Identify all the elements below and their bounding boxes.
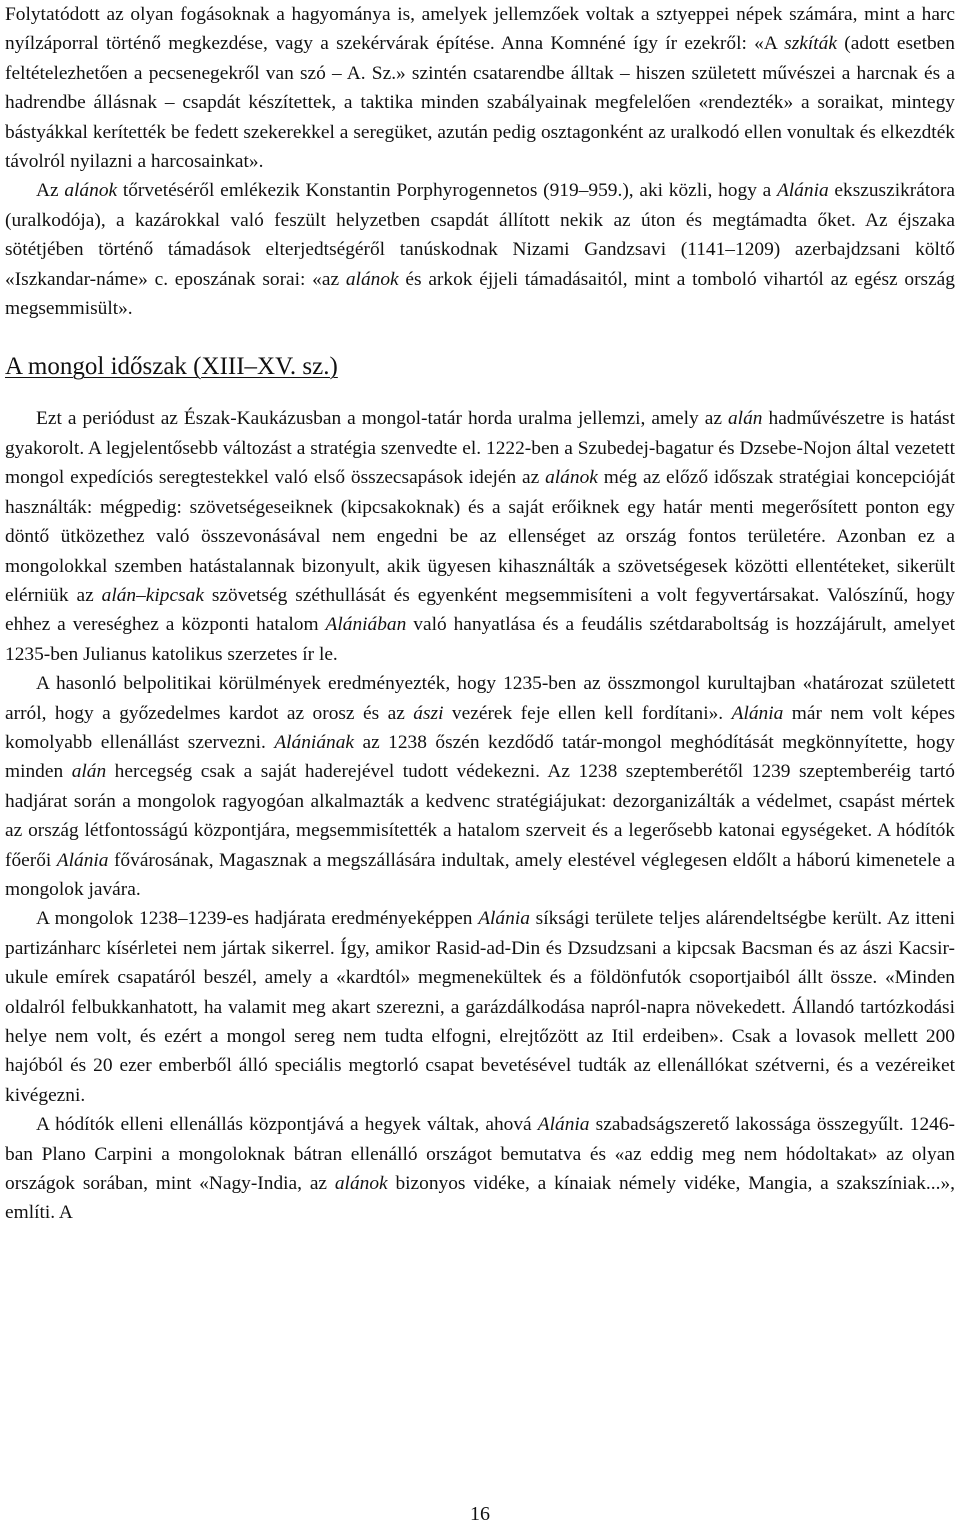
paragraph xyxy=(5,404,955,669)
text-run: vezérek feje ellen kell fordítani». xyxy=(443,702,732,724)
italic-term: ászi xyxy=(413,702,444,724)
text-run: hercegség csak a saját haderejével tudott védekezni. Az 1238 szeptemberétől 1239 szeptemberéig tartó hadjárat során a mongolok ragyogóan alkalmazták a kedvenc stratégiájukat: dezorganizálták a védelmet, csapást mértek az ország létfontosságú központjára, megsemmisítették a hatalom szerveit és a legerősebb katonai egységeket. A hódítók főerői xyxy=(5,761,955,871)
text-run: Folytatódott az olyan fogásoknak a hagyománya is, amelyek jellemzőek voltak a sztyeppei népek számára, mint a harc nyílzáporral történő megkezdése, vagy a szekérvárak építése. Anna Komnéné így ír ezekről: «A xyxy=(5,4,955,55)
text-run: fővárosának, Magasznak a megszállására indultak, amely elestével véglegesen eldőlt a háború kimenetele a mongolok javára. xyxy=(5,849,955,900)
text-run: (adott esetben feltételezhetően a pecsenegekről van szó – A. Sz.» szintén csatarendbe álltak – hiszen született művészei a harcnak és a hadrendbe állásnak – csapdát készítettek, a taktika minden szabályainak megfelelően «rendezték» a soraikat, mintegy bástyákkal kerítették be fedett szekerekkel a seregüket, azután pedig osztagonként az uralkodó ellen vonultak és elkezdték távolról nyilazni a harcosainkat». xyxy=(5,33,955,173)
text-run: síksági területe teljes alárendeltségbe került. Az itteni partizánharc kísérletei nem jártak sikerrel. Így, amikor Rasid-ad-Din és Dzsudzsani a kipcsak Bacsman és az ászi Kacsir-ukule emírek csapatáról beszél, amely a «kardtól» megmenekültek és a földönfutók csoportjaiból állt össze. «Minden oldalról felbukkanhatott, ha valamit meg akart szerezni, a garázdálkodása napról-napra növekedett. Állandó tartózkodási helye nem volt, és ezért a mongol sereg nem tudta elfogni, elrejtőzött az Itil erdeiben». Csak a lovasok mellett 200 hajóból és 20 ezer emberből álló speciális megtorló csapat bevetésével tudták az ellenállókat szétverni, és a vezéreiket kivégezni. xyxy=(5,908,956,1106)
text-run: Az xyxy=(36,180,65,202)
paragraph xyxy=(5,669,955,904)
paragraph xyxy=(5,0,955,176)
italic-term: Alánia xyxy=(731,702,784,724)
italic-term: szkíták xyxy=(784,33,837,55)
italic-term: Alánia xyxy=(56,849,109,871)
italic-term: alánok xyxy=(64,180,118,202)
italic-term: alán–kipcsak xyxy=(101,584,204,606)
paragraph xyxy=(5,904,955,1110)
italic-term: alán xyxy=(71,761,107,783)
text-run: bizonyos vidéke, a kínaiak némely vidéke, Mangia, a szakszíniak...», említi. A xyxy=(5,1173,955,1224)
text-run: A mongolok 1238–1239-es hadjárata eredményeképpen xyxy=(36,908,479,930)
text-run: A hódítók elleni ellenállás központjává a hegyek váltak, ahová xyxy=(36,1114,538,1136)
page-number: 16 xyxy=(470,1503,490,1525)
italic-term: alán xyxy=(727,408,763,430)
paragraph xyxy=(5,176,955,323)
text-run: az 1238 őszén kezdődő tatár-mongol meghódítását megkönnyítette, hogy minden xyxy=(5,731,955,783)
italic-term: Alániában xyxy=(325,614,407,636)
text-run: már nem volt képes komolyabb ellenállást szervezni. xyxy=(5,702,955,753)
text-run: A hasonló belpolitikai körülmények eredményezték, hogy 1235-ben az összmongol kurultajban «határozat született arról, hogy a győzedelmes kardot az orosz és az xyxy=(5,673,955,724)
italic-term: Alánia xyxy=(776,180,829,202)
document-page xyxy=(5,0,955,1228)
text-run: tőrvetéséről emlékezik Konstantin Porphyrogennetos (919–959.), aki közli, hogy a xyxy=(117,180,777,202)
text-run: még az előző időszak stratégiai koncepcióját használták: mégpedig: szövetségeseiknek (kipcsakoknak) és a saját erőiknek egy határ menti megerősített ponton egy döntő ütközethez való összevonásával nem engedni be az ellenséget az ország fontos területére. Azonban ez a mongolokkal szemben hatástalannak bizonyult, akik ügyesen kihasználták a szövetségesek közötti ellentéteket, sikerült elérniük az xyxy=(5,467,955,606)
text-run: és arkok éjjeli támadásaitól, mint a tomboló vihartól az egész ország megsemmisült». xyxy=(5,268,955,320)
italic-term: Alániának xyxy=(274,731,355,753)
section-heading: A mongol időszak (XIII–XV. sz.) xyxy=(5,353,338,381)
text-run: szövetség széthullását és egyenként megsemmisíteni a volt fegyvertársakat. Valószínű, hogy ehhez a vereséghez a központi hatalom xyxy=(5,584,955,636)
text-run: ekszuszikrátora (uralkodója), a kazárokkal való feszült helyzetben csapdát állított nekik az úton és megtámadta őket. Az éjszaka sötétjében történő támadások elterjedtségéről tanúskodnak Nizami Gandzsavi (1141–1209) azerbajdzsani költő «Iszkandar-náme» c. eposzának sorai: «az xyxy=(5,180,955,290)
italic-term: alánok xyxy=(345,268,399,290)
text-run: Ezt a periódust az Észak-Kaukázusban a mongol-tatár horda uralma jellemzi, amely az xyxy=(36,408,728,430)
text-run: szabadságszerető lakossága összegyűlt. 1246-ban Plano Carpini a mongoloknak bátran ellenálló országot bemutatva és «az eddig meg nem hódoltakat» az olyan országok sorában, mint «Nagy-India, az xyxy=(5,1114,955,1195)
section-intro xyxy=(5,0,955,323)
italic-term: alánok xyxy=(545,467,598,489)
italic-term: alánok xyxy=(334,1173,388,1195)
section-mongol-period xyxy=(5,404,955,1227)
paragraph xyxy=(5,1110,955,1228)
text-run: való hanyatlása és a feudális szétdaraboltság is hozzájárult, amelyet 1235-ben Julianus katolikus szerzetes ír le. xyxy=(5,614,955,665)
italic-term: Alánia xyxy=(537,1114,590,1136)
text-run: hadművészetre is hatást gyakorolt. A legjelentősebb változást a stratégia szenvedte el. 1222-ben a Szubedej-bagatur és Dzsebe-Nojon által vezetett mongol expedíciós seregtestekkel való első összecsapások idején az xyxy=(5,408,955,489)
italic-term: Alánia xyxy=(478,908,530,930)
